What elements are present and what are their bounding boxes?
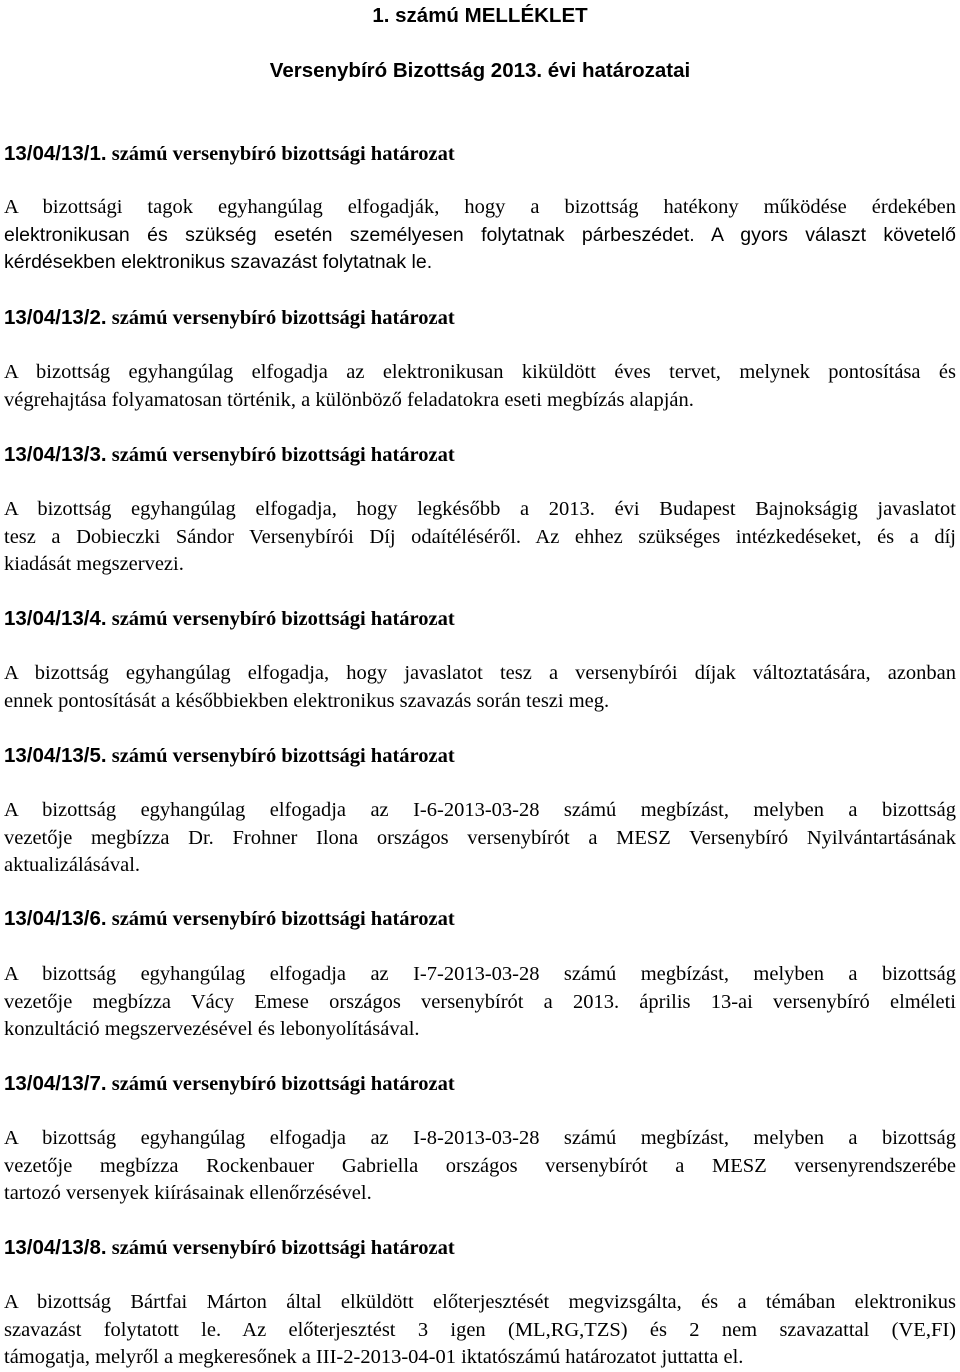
resolution-heading-text: számú versenybíró bizottsági határozat bbox=[111, 307, 455, 329]
resolution-number: 13/04/13/7. bbox=[4, 1072, 107, 1095]
resolution-body bbox=[4, 1125, 956, 1208]
resolution-heading-text: számú versenybíró bizottsági határozat bbox=[111, 143, 455, 165]
body-line: tartozó versenyek kiírásainak ellenőrzésével. bbox=[4, 1182, 372, 1204]
body-line: tesz a Dobieczki Sándor Versenybírói Díj odaítéléséről. Az ehhez szükséges intézkedéseket, és a díj bbox=[4, 525, 956, 548]
body-line: végrehajtása folyamatosan történik, a különböző feladatokra eseti megbízás alapján. bbox=[4, 388, 694, 411]
body-line: vezetője megbízza Vácy Emese országos versenybírót a 2013. április 13-ai versenybíró elméleti bbox=[4, 990, 956, 1013]
body-line: aktualizálásával. bbox=[4, 854, 141, 876]
resolution-heading-text: számú versenybíró bizottsági határozat bbox=[111, 1073, 455, 1095]
body-line: A bizottság egyhangúlag elfogadja, hogy legkésőbb a 2013. évi Budapest Bajnokságig javaslatot bbox=[4, 498, 956, 520]
resolution-heading bbox=[4, 905, 956, 934]
resolution-heading-text: számú versenybíró bizottsági határozat bbox=[111, 1237, 455, 1259]
resolution-body bbox=[4, 194, 956, 277]
resolution-number: 13/04/13/3. bbox=[4, 443, 107, 466]
resolution-heading-text: számú versenybíró bizottsági határozat bbox=[111, 608, 455, 630]
resolution-heading-text: számú versenybíró bizottsági határozat bbox=[111, 745, 455, 767]
resolution-body bbox=[4, 1289, 956, 1372]
resolution-number: 13/04/13/5. bbox=[4, 744, 107, 767]
document-subtitle: Versenybíró Bizottság 2013. évi határozatai bbox=[269, 59, 691, 82]
body-line: A bizottság egyhangúlag elfogadja az I-6-2013-03-28 számú megbízást, melyben a bizottság bbox=[4, 799, 956, 821]
body-line: kiadását megszervezi. bbox=[4, 553, 184, 575]
resolution-heading bbox=[4, 742, 956, 771]
body-line: ennek pontosítását a későbbiekben elektronikus szavazás során teszi meg. bbox=[4, 689, 610, 712]
body-line: vezetője megbízza Rockenbauer Gabriella országos versenybírót a MESZ versenyrendszerébe bbox=[4, 1154, 956, 1177]
resolution-number: 13/04/13/6. bbox=[4, 907, 107, 930]
body-line: konzultáció megszervezésével és lebonyolításával. bbox=[4, 1018, 420, 1040]
resolution-body bbox=[4, 797, 956, 880]
resolution-number: 13/04/13/2. bbox=[4, 306, 107, 329]
body-line: kérdésekben elektronikus szavazást folytatnak le. bbox=[4, 251, 433, 273]
resolution-number: 13/04/13/4. bbox=[4, 607, 107, 630]
body-line: elektronikusan és szükség esetén személyesen folytatnak párbeszédet. A gyors választ követelő bbox=[4, 223, 956, 246]
body-line: A bizottsági tagok egyhangúlag elfogadják, hogy a bizottság hatékony működése érdekében bbox=[4, 196, 956, 218]
body-line: A bizottság egyhangúlag elfogadja az I-8-2013-03-28 számú megbízást, melyben a bizottság bbox=[4, 1127, 956, 1149]
resolution-body bbox=[4, 660, 956, 715]
body-line: támogatja, melyről a megkeresőnek a III-2-2013-04-01 iktatószámú határozatot juttatta el. bbox=[4, 1346, 744, 1368]
resolution-heading bbox=[4, 441, 956, 470]
body-line: A bizottság Bártfai Márton által elküldött előterjesztését megvizsgálta, és a témában elektronikus bbox=[4, 1291, 956, 1313]
annex-title: 1. számú MELLÉKLET bbox=[372, 4, 588, 27]
resolution-heading bbox=[4, 605, 956, 634]
body-line: A bizottság egyhangúlag elfogadja, hogy javaslatot tesz a versenybírói díjak változtatására, azonban bbox=[4, 662, 956, 684]
resolution-heading bbox=[4, 304, 956, 333]
resolution-heading bbox=[4, 1234, 956, 1263]
body-line: szavazást folytatott le. Az előterjesztést 3 igen (ML,RG,TZS) és 2 nem szavazattal (VE,FI) bbox=[4, 1318, 956, 1341]
resolution-heading bbox=[4, 140, 956, 169]
resolution-body bbox=[4, 359, 956, 414]
resolution-heading-text: számú versenybíró bizottsági határozat bbox=[111, 444, 455, 466]
body-line: vezetője megbízza Dr. Frohner Ilona országos versenybírót a MESZ Versenybíró Nyilvántartásának bbox=[4, 826, 956, 849]
resolution-number: 13/04/13/1. bbox=[4, 142, 107, 165]
resolution-body bbox=[4, 496, 956, 579]
resolution-heading bbox=[4, 1070, 956, 1099]
resolution-number: 13/04/13/8. bbox=[4, 1236, 107, 1259]
body-line: A bizottság egyhangúlag elfogadja az elektronikusan kiküldött éves tervet, melynek pontosítása és bbox=[4, 361, 956, 383]
resolution-body bbox=[4, 961, 956, 1044]
resolution-heading-text: számú versenybíró bizottsági határozat bbox=[111, 908, 455, 930]
body-line: A bizottság egyhangúlag elfogadja az I-7-2013-03-28 számú megbízást, melyben a bizottság bbox=[4, 963, 956, 985]
